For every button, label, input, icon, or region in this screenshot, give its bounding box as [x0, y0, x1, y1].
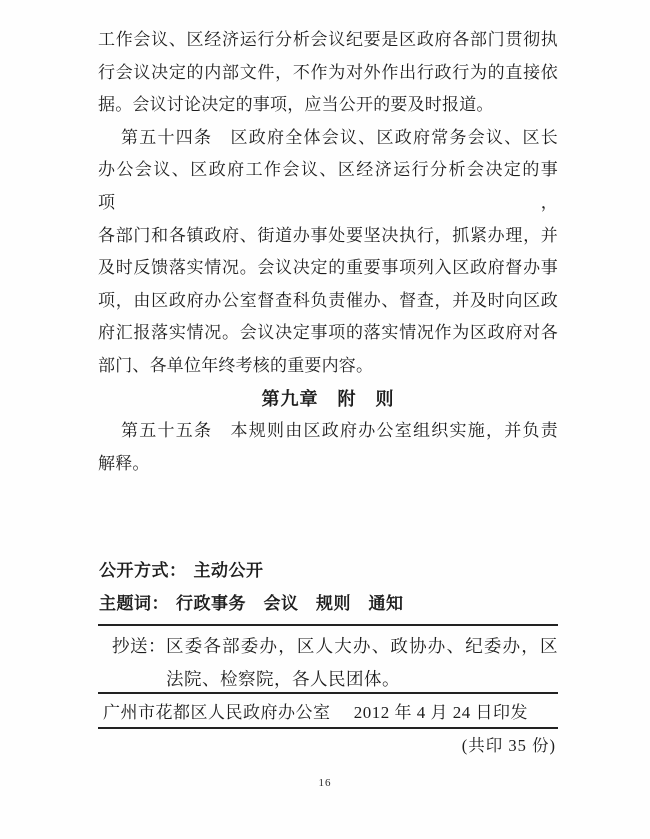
- body-line: 工作会议、区经济运行分析会议纪要是区政府各部门贯彻执: [98, 30, 558, 49]
- cc-label: 抄送：: [112, 636, 166, 656]
- body-line-article-54: 第五十四条 区政府全体会议、区政府常务会议、区长: [120, 127, 558, 147]
- print-date: 2012 年 4 月 24 日印发: [353, 703, 528, 722]
- cc-line: 区委各部委办，区人大办、政协办、纪委办，区: [166, 636, 558, 656]
- body-line: 办公会议、区政府工作会议、区经济运行分析会决定的事项，: [98, 160, 558, 212]
- separator-rule-middle: [98, 692, 558, 694]
- issuing-office: 广州市花都区人民政府办公室: [103, 703, 331, 722]
- body-line: 府汇报落实情况。会议决定事项的落实情况作为区政府对各: [98, 323, 558, 343]
- disclosure-method-line: [99, 558, 264, 584]
- body-line: 部门、各单位年终考核的重要内容。: [98, 355, 374, 375]
- document-body: [98, 24, 558, 480]
- body-line: 行会议决定的内部文件，不作为对外作出行政行为的直接依: [98, 62, 558, 82]
- body-line: 项，由区政府办公室督查科负责催办、督查，并及时向区政: [98, 290, 558, 310]
- colophon: [98, 699, 558, 727]
- subject-terms-label: 主题词：: [99, 594, 169, 613]
- cc-block: [98, 630, 558, 696]
- body-line: 及时反馈落实情况。会议决定的重要事项列入区政府督办事: [98, 258, 558, 278]
- subject-terms-value: 行政事务 会议 规则 通知: [176, 594, 404, 613]
- body-line: 解释。: [98, 453, 150, 473]
- cc-line: 法院、检察院，各人民团体。: [166, 669, 400, 689]
- disclosure-method-label: 公开方式：: [99, 561, 187, 580]
- separator-rule-bottom: [98, 727, 558, 729]
- subject-terms-line: [99, 591, 404, 617]
- chapter-heading: 第九章 附 则: [261, 388, 395, 409]
- print-copies-note: (共印 35 份): [461, 736, 556, 755]
- cc-recipients: [166, 630, 558, 696]
- body-line-article-55: 第五十五条 本规则由区政府办公室组织实施，并负责: [120, 421, 558, 441]
- disclosure-method-value: 主动公开: [193, 561, 264, 580]
- separator-rule-top: [98, 624, 558, 626]
- page-number: 16: [318, 777, 332, 789]
- body-line: 各部门和各镇政府、街道办事处要坚决执行，抓紧办理，并: [98, 225, 558, 245]
- body-line: 据。会议讨论决定的事项，应当公开的要及时报道。: [98, 95, 494, 115]
